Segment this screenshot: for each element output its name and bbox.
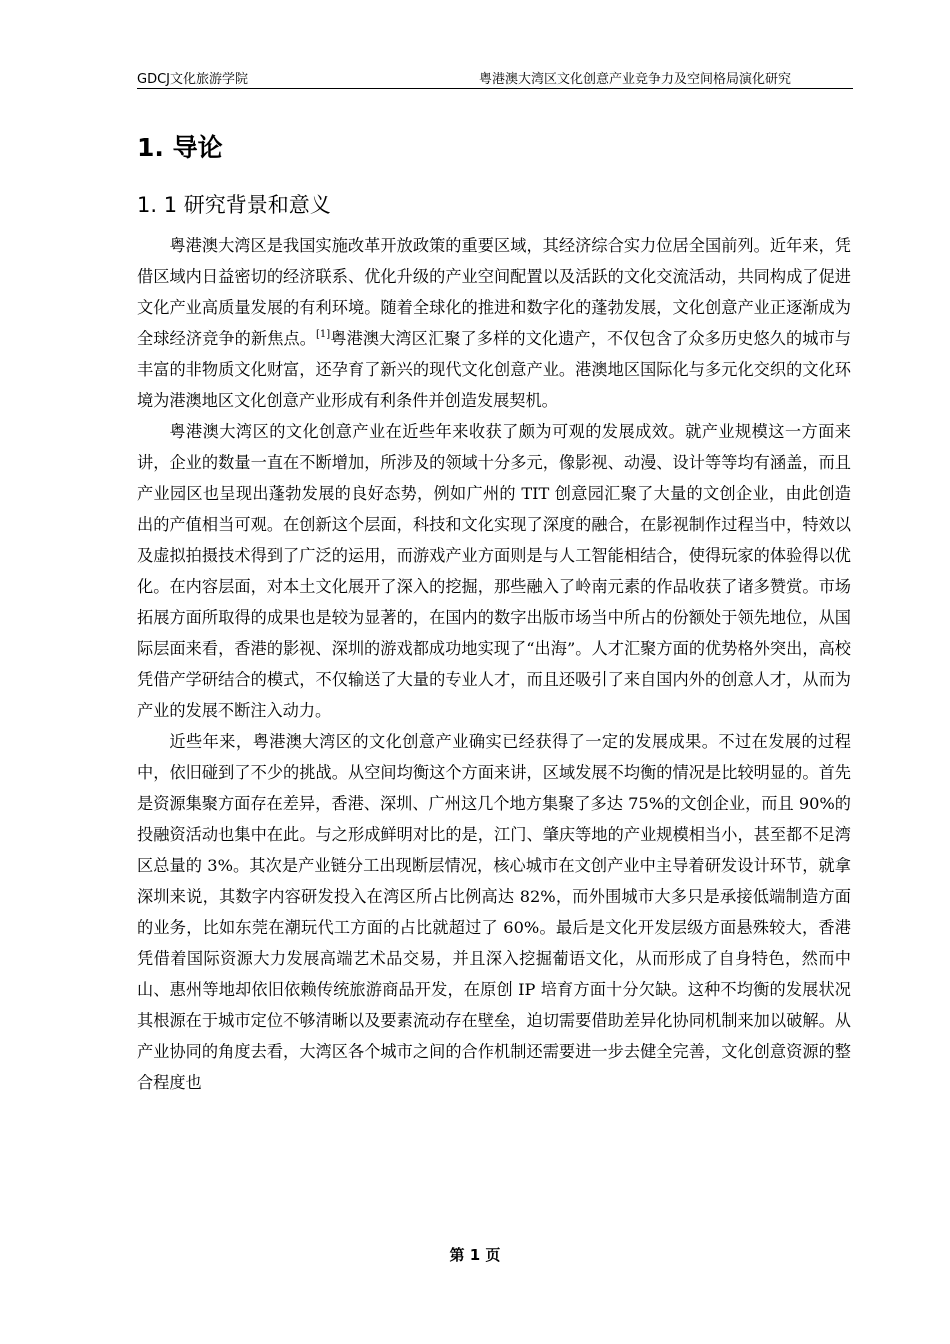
citation-marker: [1]	[316, 329, 331, 340]
paragraph-3: 近些年来，粤港澳大湾区的文化创意产业确实已经获得了一定的发展成果。不过在发展的过程中，依旧碰到了不少的挑战。从空间均衡这个方面来讲，区域发展不均衡的情况是比较明显的。首先是资源集聚方面存在差异，香港、深圳、广州这几个地方集聚了多达 75%的文创企业，而且 90%的投融资活动也集中在此。与之形成鲜明对比的是，江门、肇庆等地的产业规模相当小，甚至都不足湾区总量的 3%。其次是产业链分工出现断层情况，核心城市在文创产业中主导着研发设计环节，就拿深圳来说，其数字内容研发投入在湾区所占比例高达 82%，而外围城市大多只是承接低端制造方面的业务，比如东莞在潮玩代工方面的占比就超过了 60%。最后是文化开发层级方面悬殊较大，香港凭借着国际资源大力发展高端艺术品交易，并且深入挖掘葡语文化，从而形成了自身特色，然而中山、惠州等地却依旧依赖传统旅游商品开发，在原创 IP 培育方面十分欠缺。这种不均衡的发展状况其根源在于城市定位不够清晰以及要素流动存在壁垒，迫切需要借助差异化协同机制来加以破解。从产业协同的角度去看，大湾区各个城市之间的合作机制还需要进一步去健全完善，文化创意资源的整合程度也	[137, 732, 851, 1092]
paragraph-1	[137, 230, 851, 416]
chapter-heading: 1. 导论	[137, 133, 223, 162]
header-document-title: 粤港澳大湾区文化创意产业竞争力及空间格局演化研究	[478, 72, 791, 87]
header-institution: GDCJ文化旅游学院	[137, 72, 248, 87]
page-header	[137, 66, 853, 89]
paragraph-1-part-2: 粤港澳大湾区汇聚了多样的文化遗产，不仅包含了众多历史悠久的城市与丰富的非物质文化财富，还孕育了新兴的现代文化创意产业。港澳地区国际化与多元化交织的文化环境为港澳地区文化创意产业形成有利条件并创造发展契机。	[137, 329, 852, 410]
section-heading: 1. 1 研究背景和意义	[137, 193, 331, 217]
page-number: 第 1 页	[449, 1246, 501, 1264]
paragraph-2: 粤港澳大湾区的文化创意产业在近些年来收获了颇为可观的发展成效。就产业规模这一方面来讲，企业的数量一直在不断增加，所涉及的领域十分多元，像影视、动漫、设计等等均有涵盖，而且产业园区也呈现出蓬勃发展的良好态势，例如广州的 TIT 创意园汇聚了大量的文创企业，由此创造出的产值相当可观。在创新这个层面，科技和文化实现了深度的融合，在影视制作过程当中，特效以及虚拟拍摄技术得到了广泛的运用，而游戏产业方面则是与人工智能相结合，使得玩家的体验得以优化。在内容层面，对本土文化展开了深入的挖掘，那些融入了岭南元素的作品收获了诸多赞赏。市场拓展方面所取得的成果也是较为显著的，在国内的数字出版市场当中所占的份额处于领先地位，从国际层面来看，香港的影视、深圳的游戏都成功地实现了“出海”。人才汇聚方面的优势格外突出，高校凭借产学研结合的模式，不仅输送了大量的专业人才，而且还吸引了来自国内外的创意人才，从而为产业的发展不断注入动力。	[137, 422, 851, 720]
body-text	[137, 230, 851, 1098]
paragraph-1-part-1: 粤港澳大湾区是我国实施改革开放政策的重要区域，其经济综合实力位居全国前列。近年来，凭借区域内日益密切的经济联系、优化升级的产业空间配置以及活跃的文化交流活动，共同构成了促进文化产业高质量发展的有利环境。随着全球化的推进和数字化的蓬勃发展，文化创意产业正逐渐成为全球经济竞争的新焦点。	[137, 236, 851, 348]
